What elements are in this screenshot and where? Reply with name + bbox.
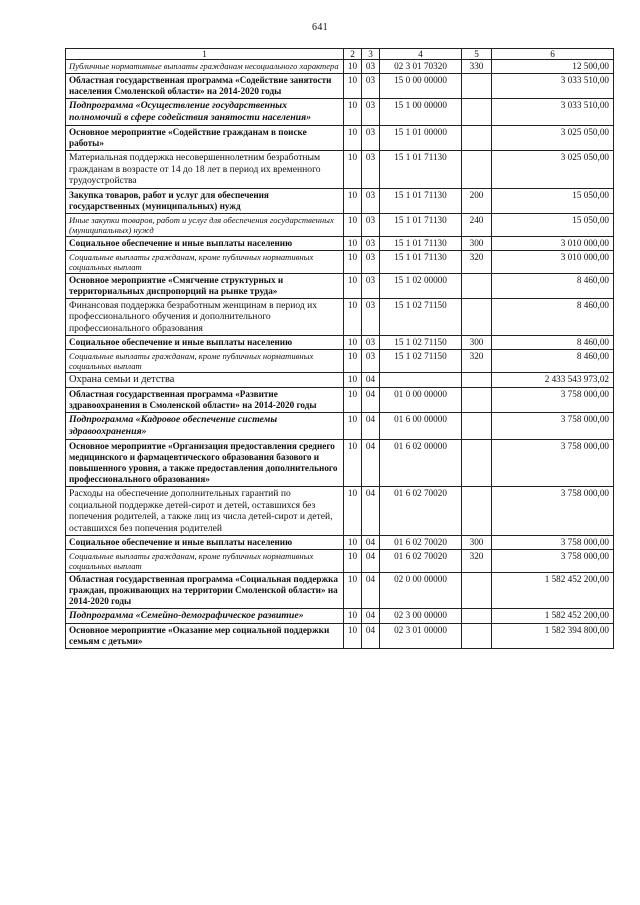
section-cell: 10 (344, 273, 362, 298)
subsection-cell: 03 (362, 213, 380, 236)
expense-type-cell (462, 298, 492, 336)
column-header: 2 (344, 49, 362, 60)
row-name-cell: Социальные выплаты гражданам, кроме публичных нормативных социальных выплат (66, 550, 344, 573)
expense-type-cell (462, 413, 492, 440)
row-name-cell: Социальное обеспечение и иные выплаты населению (66, 336, 344, 350)
table-row (66, 273, 614, 298)
table-row (66, 126, 614, 151)
subsection-cell: 03 (362, 250, 380, 273)
target-article-cell: 15 1 01 71130 (380, 250, 462, 273)
subsection-cell: 04 (362, 413, 380, 440)
target-article-cell (380, 373, 462, 388)
expense-type-cell (462, 624, 492, 649)
amount-cell: 3 758 000,00 (492, 536, 614, 550)
expense-type-cell (462, 373, 492, 388)
amount-cell: 3 025 050,00 (492, 151, 614, 189)
column-header: 4 (380, 49, 462, 60)
target-article-cell: 15 1 00 00000 (380, 99, 462, 126)
table-row (66, 413, 614, 440)
expense-type-cell (462, 74, 492, 99)
amount-cell: 15 050,00 (492, 188, 614, 213)
table-row (66, 99, 614, 126)
section-cell: 10 (344, 373, 362, 388)
target-article-cell: 15 1 02 71150 (380, 336, 462, 350)
subsection-cell: 04 (362, 373, 380, 388)
expense-type-cell: 300 (462, 336, 492, 350)
amount-cell: 1 582 452 200,00 (492, 609, 614, 624)
expense-type-cell (462, 487, 492, 536)
table-row (66, 60, 614, 74)
row-name-cell: Основное мероприятие «Оказание мер социальной поддержки семьям с детьми» (66, 624, 344, 649)
target-article-cell: 01 6 02 70020 (380, 536, 462, 550)
amount-cell: 3 010 000,00 (492, 236, 614, 250)
table-row (66, 440, 614, 487)
subsection-cell: 03 (362, 350, 380, 373)
target-article-cell: 15 1 01 71130 (380, 151, 462, 189)
row-name-cell: Расходы на обеспечение дополнительных гарантий по социальной поддержке детей-сирот и детей, оставшихся без попечения родителей, а также лиц из числа детей-сирот и детей, оставшихся без попечения родителей (66, 487, 344, 536)
table-row (66, 336, 614, 350)
page-number: 641 (312, 22, 328, 33)
target-article-cell: 15 1 02 71150 (380, 350, 462, 373)
target-article-cell: 02 3 01 70320 (380, 60, 462, 74)
row-name-cell: Основное мероприятие «Смягчение структурных и территориальных диспропорций на рынке труда» (66, 273, 344, 298)
section-cell: 10 (344, 60, 362, 74)
table-row (66, 624, 614, 649)
target-article-cell: 02 3 01 00000 (380, 624, 462, 649)
subsection-cell: 04 (362, 573, 380, 609)
section-cell: 10 (344, 236, 362, 250)
row-name-cell: Подпрограмма «Осуществление государственных полномочий в сфере содействия занятости населения» (66, 99, 344, 126)
section-cell: 10 (344, 298, 362, 336)
table-row (66, 550, 614, 573)
section-cell: 10 (344, 440, 362, 487)
amount-cell: 3 758 000,00 (492, 388, 614, 413)
target-article-cell: 15 1 02 00000 (380, 273, 462, 298)
expense-type-cell: 320 (462, 250, 492, 273)
table-row (66, 487, 614, 536)
section-cell: 10 (344, 536, 362, 550)
table-row (66, 236, 614, 250)
table-row (66, 609, 614, 624)
section-cell: 10 (344, 250, 362, 273)
subsection-cell: 04 (362, 624, 380, 649)
amount-cell: 8 460,00 (492, 336, 614, 350)
expense-type-cell: 330 (462, 60, 492, 74)
amount-cell: 3 025 050,00 (492, 126, 614, 151)
target-article-cell: 15 1 01 71130 (380, 213, 462, 236)
subsection-cell: 04 (362, 388, 380, 413)
row-name-cell: Подпрограмма «Кадровое обеспечение системы здравоохранения» (66, 413, 344, 440)
amount-cell: 15 050,00 (492, 213, 614, 236)
table-row (66, 388, 614, 413)
target-article-cell: 15 1 01 71130 (380, 236, 462, 250)
expense-type-cell: 240 (462, 213, 492, 236)
row-name-cell: Основное мероприятие «Организация предоставления среднего медицинского и фармацевтического образования базового и повышенного уровня, а также предоставления дополнительного профессионального образования» (66, 440, 344, 487)
subsection-cell: 03 (362, 126, 380, 151)
subsection-cell: 04 (362, 609, 380, 624)
subsection-cell: 03 (362, 60, 380, 74)
section-cell: 10 (344, 188, 362, 213)
section-cell: 10 (344, 99, 362, 126)
table-row (66, 350, 614, 373)
table-row (66, 373, 614, 388)
row-name-cell: Финансовая поддержка безработным женщинам в период их профессионального обучения и дополнительного профессионального образования (66, 298, 344, 336)
amount-cell: 1 582 394 800,00 (492, 624, 614, 649)
section-cell: 10 (344, 388, 362, 413)
subsection-cell: 03 (362, 74, 380, 99)
expense-type-cell (462, 151, 492, 189)
row-name-cell: Областная государственная программа «Социальная поддержка граждан, проживающих на территории Смоленской области» на 2014-2020 годы (66, 573, 344, 609)
amount-cell: 3 033 510,00 (492, 74, 614, 99)
row-name-cell: Основное мероприятие «Содействие гражданам в поиске работы» (66, 126, 344, 151)
target-article-cell: 01 6 02 70020 (380, 487, 462, 536)
amount-cell: 2 433 543 973,02 (492, 373, 614, 388)
subsection-cell: 04 (362, 440, 380, 487)
row-name-cell: Охрана семьи и детства (66, 373, 344, 388)
subsection-cell: 03 (362, 273, 380, 298)
table-row (66, 151, 614, 189)
row-name-cell: Подпрограмма «Семейно-демографическое развитие» (66, 609, 344, 624)
target-article-cell: 01 6 02 00000 (380, 440, 462, 487)
expense-type-cell (462, 388, 492, 413)
expense-type-cell (462, 609, 492, 624)
subsection-cell: 03 (362, 99, 380, 126)
amount-cell: 1 582 452 200,00 (492, 573, 614, 609)
section-cell: 10 (344, 550, 362, 573)
budget-table (65, 48, 614, 649)
table-row (66, 188, 614, 213)
subsection-cell: 03 (362, 336, 380, 350)
header-row (66, 49, 614, 60)
table-row (66, 298, 614, 336)
amount-cell: 12 500,00 (492, 60, 614, 74)
row-name-cell: Публичные нормативные выплаты гражданам несоциального характера (66, 60, 344, 74)
row-name-cell: Социальные выплаты гражданам, кроме публичных нормативных социальных выплат (66, 250, 344, 273)
amount-cell: 3 758 000,00 (492, 550, 614, 573)
table-row (66, 250, 614, 273)
target-article-cell: 15 1 01 71130 (380, 188, 462, 213)
row-name-cell: Материальная поддержка несовершеннолетним безработным гражданам в возрасте от 14 до 18 лет в период их временного трудоустройства (66, 151, 344, 189)
row-name-cell: Социальное обеспечение и иные выплаты населению (66, 236, 344, 250)
row-name-cell: Иные закупки товаров, работ и услуг для обеспечения государственных (муниципальных) нужд (66, 213, 344, 236)
row-name-cell: Областная государственная программа «Развитие здравоохранения в Смоленской области» на 2014-2020 годы (66, 388, 344, 413)
target-article-cell: 15 1 01 00000 (380, 126, 462, 151)
subsection-cell: 04 (362, 550, 380, 573)
section-cell: 10 (344, 74, 362, 99)
section-cell: 10 (344, 609, 362, 624)
section-cell: 10 (344, 213, 362, 236)
section-cell: 10 (344, 350, 362, 373)
expense-type-cell: 200 (462, 188, 492, 213)
target-article-cell: 02 3 00 00000 (380, 609, 462, 624)
target-article-cell: 15 0 00 00000 (380, 74, 462, 99)
amount-cell: 8 460,00 (492, 273, 614, 298)
row-name-cell: Закупка товаров, работ и услуг для обеспечения государственных (муниципальных) нужд (66, 188, 344, 213)
table-row (66, 213, 614, 236)
amount-cell: 3 033 510,00 (492, 99, 614, 126)
expense-type-cell: 320 (462, 550, 492, 573)
target-article-cell: 01 6 00 00000 (380, 413, 462, 440)
amount-cell: 8 460,00 (492, 350, 614, 373)
column-header: 1 (66, 49, 344, 60)
subsection-cell: 03 (362, 298, 380, 336)
amount-cell: 8 460,00 (492, 298, 614, 336)
expense-type-cell (462, 440, 492, 487)
subsection-cell: 03 (362, 236, 380, 250)
table-row (66, 74, 614, 99)
section-cell: 10 (344, 151, 362, 189)
table-body (66, 60, 614, 649)
budget-table-container (65, 48, 613, 649)
row-name-cell: Областная государственная программа «Содействие занятости населения Смоленской области» на 2014-2020 годы (66, 74, 344, 99)
table-row (66, 573, 614, 609)
expense-type-cell: 300 (462, 536, 492, 550)
subsection-cell: 04 (362, 536, 380, 550)
row-name-cell: Социальное обеспечение и иные выплаты населению (66, 536, 344, 550)
section-cell: 10 (344, 413, 362, 440)
table-row (66, 536, 614, 550)
section-cell: 10 (344, 126, 362, 151)
target-article-cell: 02 0 00 00000 (380, 573, 462, 609)
column-header: 5 (462, 49, 492, 60)
section-cell: 10 (344, 573, 362, 609)
section-cell: 10 (344, 487, 362, 536)
expense-type-cell: 320 (462, 350, 492, 373)
expense-type-cell (462, 99, 492, 126)
amount-cell: 3 758 000,00 (492, 413, 614, 440)
section-cell: 10 (344, 336, 362, 350)
amount-cell: 3 758 000,00 (492, 487, 614, 536)
expense-type-cell: 300 (462, 236, 492, 250)
subsection-cell: 03 (362, 188, 380, 213)
amount-cell: 3 758 000,00 (492, 440, 614, 487)
subsection-cell: 03 (362, 151, 380, 189)
expense-type-cell (462, 273, 492, 298)
column-header: 3 (362, 49, 380, 60)
section-cell: 10 (344, 624, 362, 649)
target-article-cell: 15 1 02 71150 (380, 298, 462, 336)
expense-type-cell (462, 126, 492, 151)
target-article-cell: 01 0 00 00000 (380, 388, 462, 413)
column-header: 6 (492, 49, 614, 60)
expense-type-cell (462, 573, 492, 609)
row-name-cell: Социальные выплаты гражданам, кроме публичных нормативных социальных выплат (66, 350, 344, 373)
target-article-cell: 01 6 02 70020 (380, 550, 462, 573)
amount-cell: 3 010 000,00 (492, 250, 614, 273)
subsection-cell: 04 (362, 487, 380, 536)
